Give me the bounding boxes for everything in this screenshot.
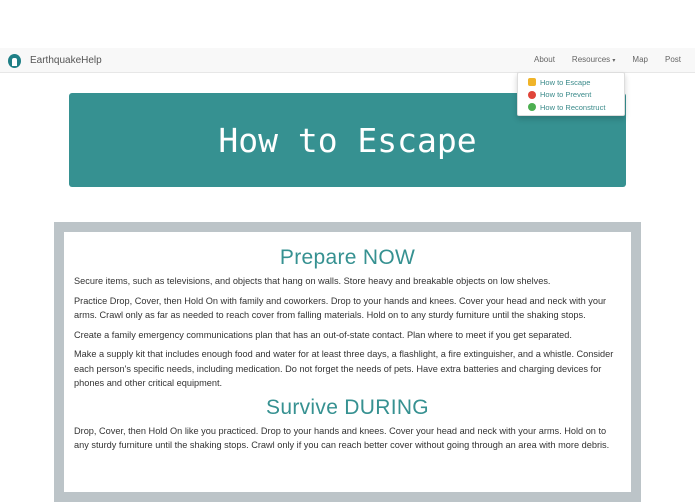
dropdown-item-reconstruct[interactable]	[518, 101, 624, 114]
nav-map[interactable]: Map	[632, 55, 648, 64]
logo-icon[interactable]	[8, 54, 21, 68]
dropdown-item-escape[interactable]	[518, 76, 624, 89]
page-title: How to Escape	[218, 120, 477, 160]
paragraph: Drop, Cover, then Hold On like you practiced. Drop to your hands and knees. Cover your head and neck with your arms. Hold on to any sturdy furniture until the shaking stops. Crawl only if you can reach better cover without going through an area with more debris.	[74, 425, 610, 450]
paragraph: Secure items, such as televisions, and objects that hang on walls. Store heavy and breakable objects on low shelves.	[74, 276, 551, 286]
caret-down-icon: ▾	[612, 58, 616, 64]
nav-resources[interactable]	[572, 55, 616, 64]
home-icon	[528, 103, 536, 111]
house-icon	[528, 91, 536, 99]
person-icon	[528, 78, 536, 86]
dropdown-label: How to Escape	[540, 77, 591, 87]
content-panel	[54, 222, 641, 502]
nav-about[interactable]: About	[534, 55, 555, 64]
resources-dropdown	[517, 72, 625, 116]
nav-links	[534, 55, 681, 64]
paragraph: Make a supply kit that includes enough food and water for at least three days, a flashlight, a fire extinguisher, and a whistle. Consider each person's specific needs, including medication. Do not forget the needs of pets. Have extra batteries and charging devices for phones and other critical equipment.	[74, 349, 614, 388]
nav-resources-label: Resources	[571, 55, 611, 64]
paragraph: Create a family emergency communications plan that has an out-of-state contact. Plan where to meet if you get separated.	[74, 329, 572, 340]
navbar	[0, 48, 695, 73]
section-heading: Survive DURING	[266, 395, 429, 419]
section-heading: Prepare NOW	[279, 246, 416, 269]
brand-link[interactable]: EarthquakeHelp	[30, 55, 102, 66]
dropdown-item-prevent[interactable]	[518, 89, 624, 102]
nav-post[interactable]: Post	[664, 55, 681, 64]
paragraph: Practice Drop, Cover, then Hold On with family and coworkers. Drop to your hands and knees. Cover your head and neck with your arms. Crawl only as far as needed to reach cover from falling materials. Hold on to any sturdy furniture until the shaking stops.	[74, 295, 607, 320]
dropdown-label: How to Prevent	[540, 90, 592, 100]
dropdown-label: How to Reconstruct	[540, 102, 606, 112]
content-card	[64, 232, 631, 492]
